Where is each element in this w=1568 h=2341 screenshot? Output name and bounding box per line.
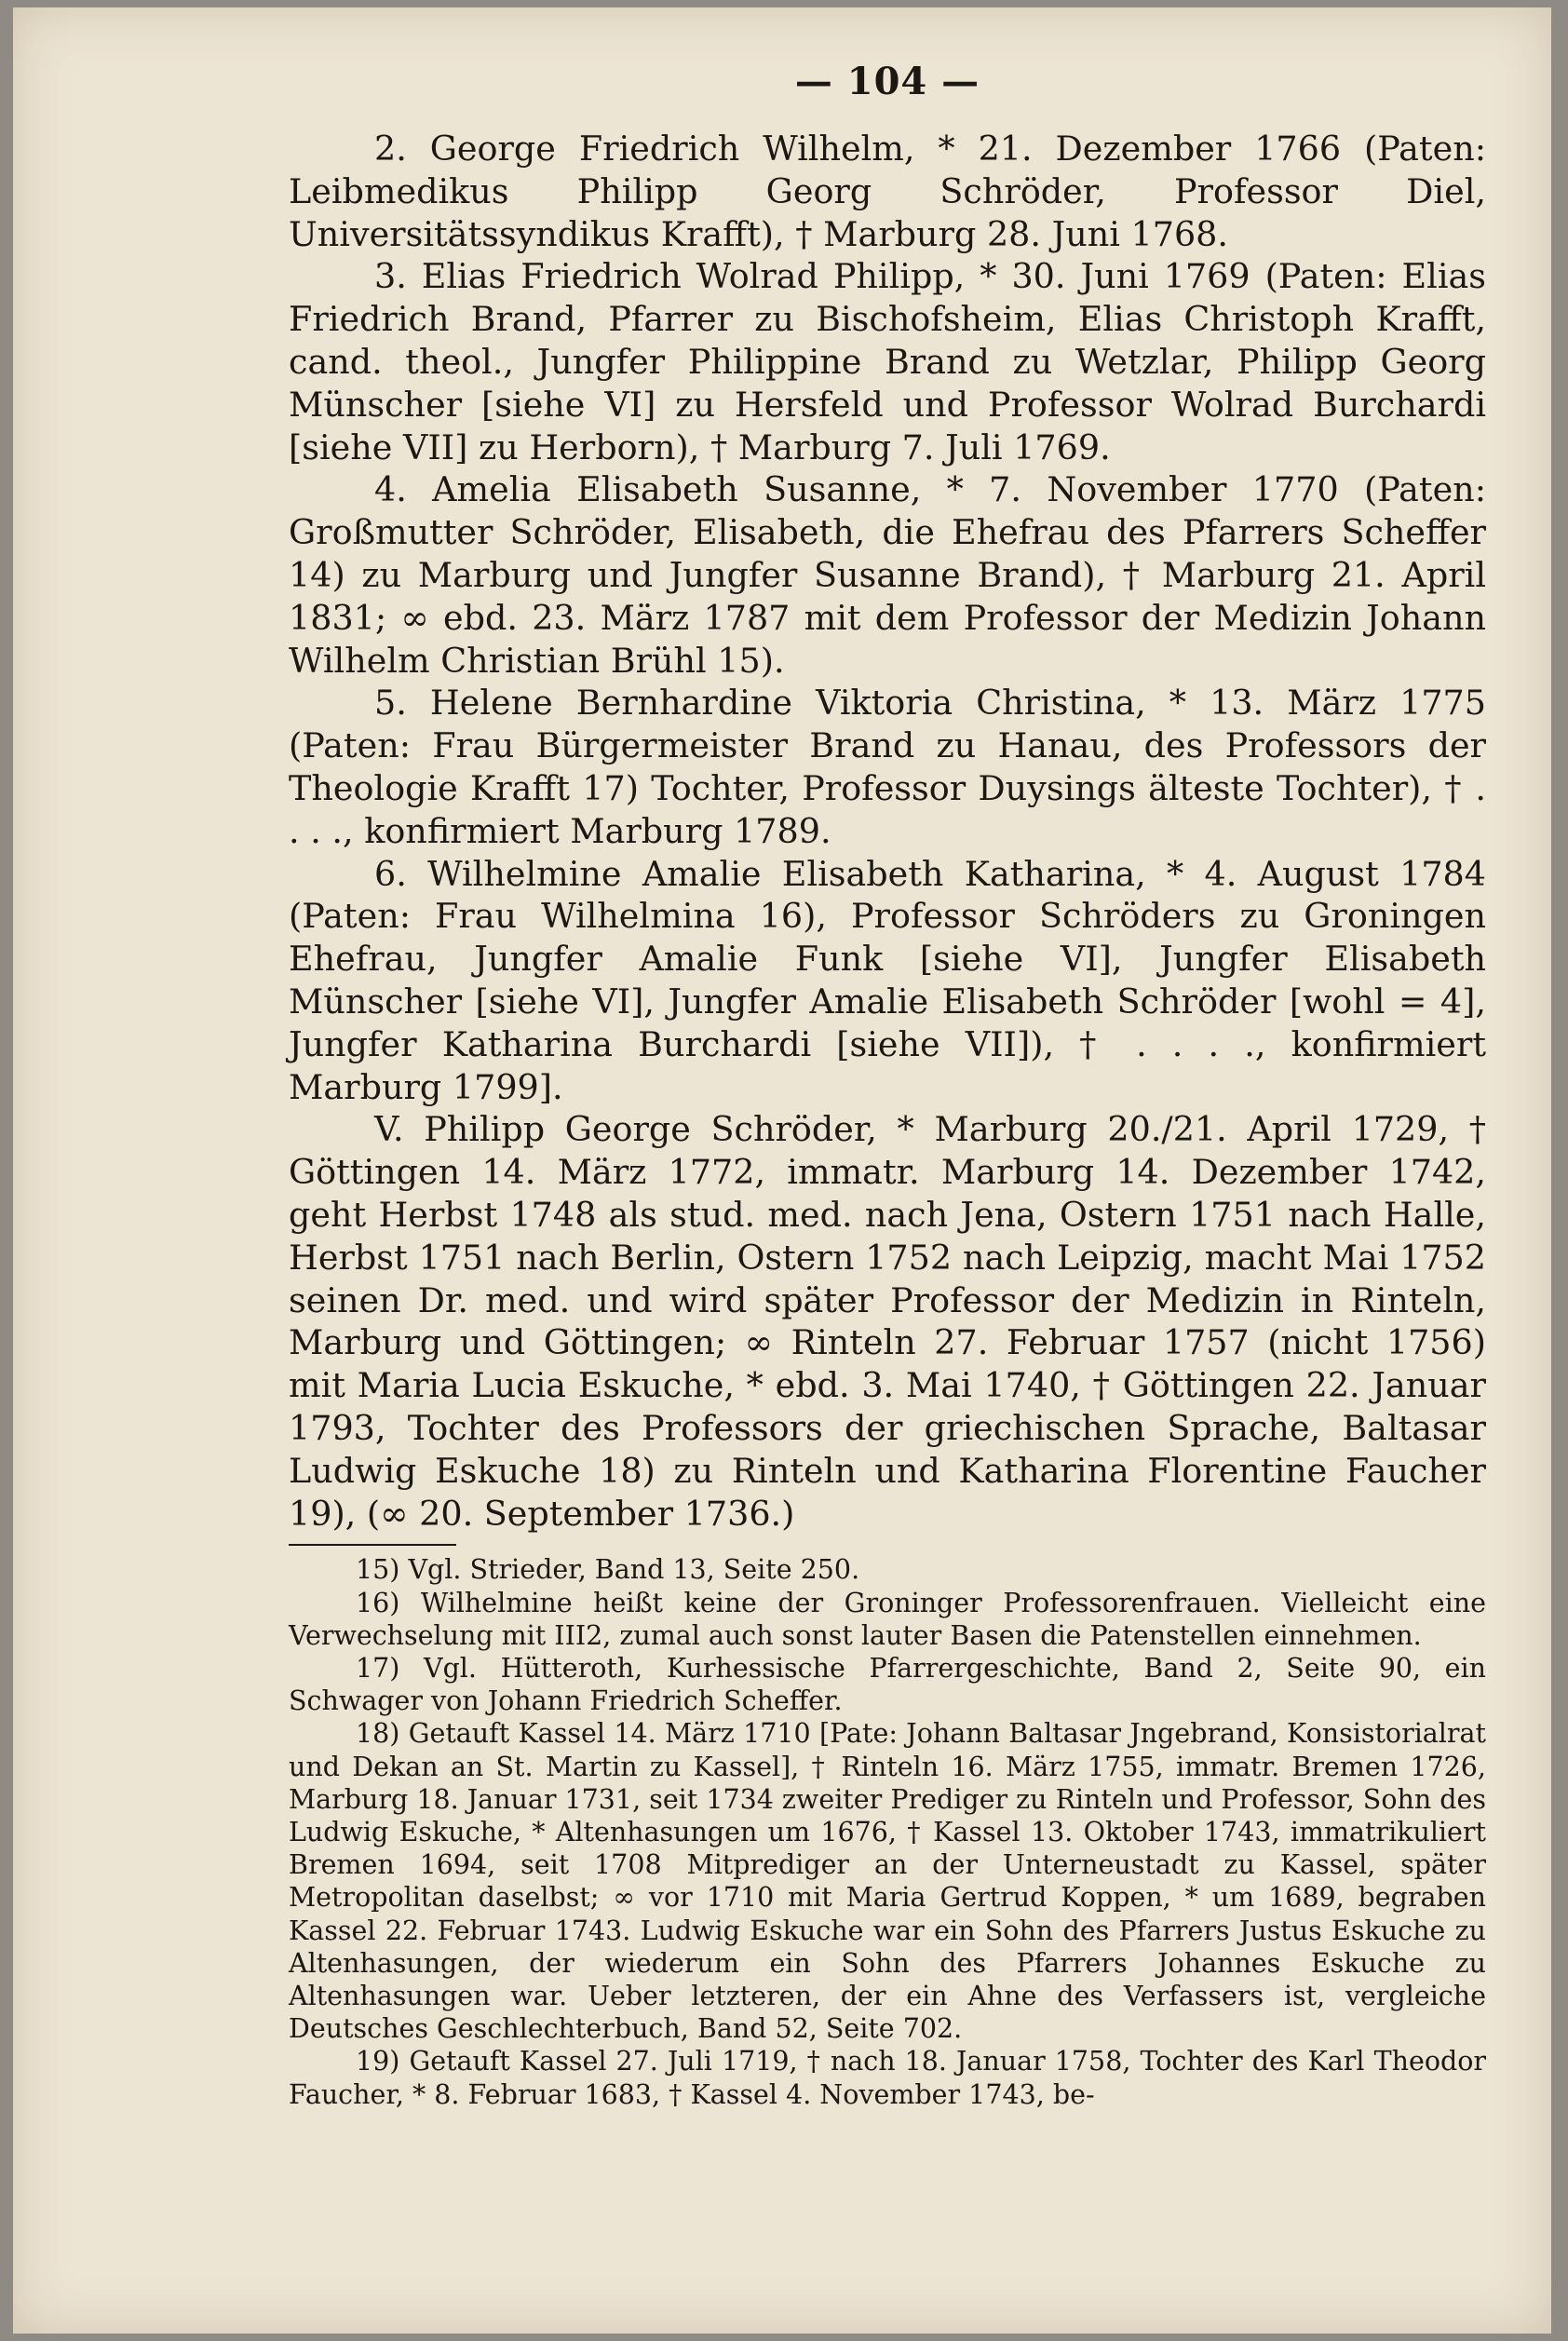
footnote-19: 19) Getauft Kassel 27. Juli 1719, † nach 18. Januar 1758, Tochter des Karl Theodor Faucher, * 8. Februar 1683, † Kassel 4. November 1743, be-: [289, 2046, 1486, 2110]
entry-george-friedrich-wilhelm: 2. George Friedrich Wilhelm, * 21. Dezember 1766 (Paten: Leibmedikus Philipp Georg Schröder, Professor Diel, Universitätssyndikus Krafft), † Marburg 28. Juni 1768.: [289, 129, 1486, 254]
entry-elias-friedrich-wolrad-philipp: 3. Elias Friedrich Wolrad Philipp, * 30. Juni 1769 (Paten: Elias Friedrich Brand, Pfarrer zu Bischofsheim, Elias Christoph Krafft, cand. theol., Jungfer Philippine Brand zu Wetzlar, Philipp Georg Münscher [siehe VI] zu Hersfeld und Professor Wolrad Burchardi [siehe VII] zu Herborn), † Marburg 7. Juli 1769.: [289, 256, 1486, 467]
entry-helene-bernhardine: 5. Helene Bernhardine Viktoria Christina, * 13. März 1775 (Paten: Frau Bürgermeister Brand zu Hanau, des Professors der Theologie Krafft 17) Tochter, Professor Duysings älteste Tochter), † . . . ., konfirmiert Marburg 1789.: [289, 683, 1486, 851]
footnote-divider: [289, 1544, 456, 1546]
footnote-16: 16) Wilhelmine heißt keine der Groninger Professorenfrauen. Vielleicht eine Verwechselung mit III2, zumal auch sonst lauter Basen die Patenstellen einnehmen.: [289, 1587, 1486, 1651]
entry-philipp-george-schroeder: V. Philipp George Schröder, * Marburg 20./21. April 1729, † Göttingen 14. März 1772, immatr. Marburg 14. Dezember 1742, geht Herbst 1748 als stud. med. nach Jena, Ostern 1751 nach Halle, Herbst 1751 nach Berlin, Ostern 1752 nach Leipzig, macht Mai 1752 seinen Dr. med. und wird später Professor der Medizin in Rinteln, Marburg und Göttingen; ∞ Rinteln 27. Februar 1757 (nicht 1756) mit Maria Lucia Eskuche, * ebd. 3. Mai 1740, † Göttingen 22. Januar 1793, Tochter des Professors der griechischen Sprache, Baltasar Ludwig Eskuche 18) zu Rinteln und Katharina Florentine Faucher 19), (∞ 20. September 1736.): [289, 1109, 1486, 1534]
footnote-18: 18) Getauft Kassel 14. März 1710 [Pate: Johann Baltasar Jngebrand, Konsistorialrat und Dekan an St. Martin zu Kassel], † Rinteln 16. März 1755, immatr. Bremen 1726, Marburg 18. Januar 1731, seit 1734 zweiter Prediger zu Rinteln und Professor, Sohn des Ludwig Eskuche, * Altenhasungen um 1676, † Kassel 13. Oktober 1743, immatrikuliert Bremen 1694, seit 1708 Mitprediger an der Unterneustadt zu Kassel, später Metropolitan daselbst; ∞ vor 1710 mit Maria Gertrud Koppen, * um 1689, begraben Kassel 22. Februar 1743. Ludwig Eskuche war ein Sohn des Pfarrers Justus Eskuche zu Altenhasungen, der wiederum ein Sohn des Pfarrers Johannes Eskuche zu Altenhasungen war. Ueber letzteren, der ein Ahne des Verfassers ist, vergleiche Deutsches Geschlechterbuch, Band 52, Seite 702.: [289, 1718, 1486, 2045]
entry-amelia-elisabeth-susanne: 4. Amelia Elisabeth Susanne, * 7. November 1770 (Paten: Großmutter Schröder, Elisabeth, die Ehefrau des Pfarrers Scheffer 14) zu Marburg und Jungfer Susanne Brand), † Marburg 21. April 1831; ∞ ebd. 23. März 1787 mit dem Professor der Medizin Johann Wilhelm Christian Brühl 15).: [289, 469, 1486, 681]
page-number: — 104 —: [794, 60, 980, 103]
book-page: [13, 7, 1551, 2334]
text-block: [289, 60, 1486, 2111]
entry-wilhelmine-amalie: 6. Wilhelmine Amalie Elisabeth Katharina, * 4. August 1784 (Paten: Frau Wilhelmina 16), Professor Schröders zu Groningen Ehefrau, Jungfer Amalie Funk [siehe VI], Jungfer Elisabeth Münscher [siehe VI], Jungfer Amalie Elisabeth Schröder [wohl = 4], Jungfer Katharina Burchardi [siehe VII]), † . . . ., konfirmiert Marburg 1799].: [289, 853, 1486, 1107]
footnote-15: 15) Vgl. Strieder, Band 13, Seite 250.: [356, 1554, 860, 1586]
footnote-17: 17) Vgl. Hütteroth, Kurhessische Pfarrergeschichte, Band 2, Seite 90, ein Schwager von Johann Friedrich Scheffer.: [289, 1652, 1486, 1717]
